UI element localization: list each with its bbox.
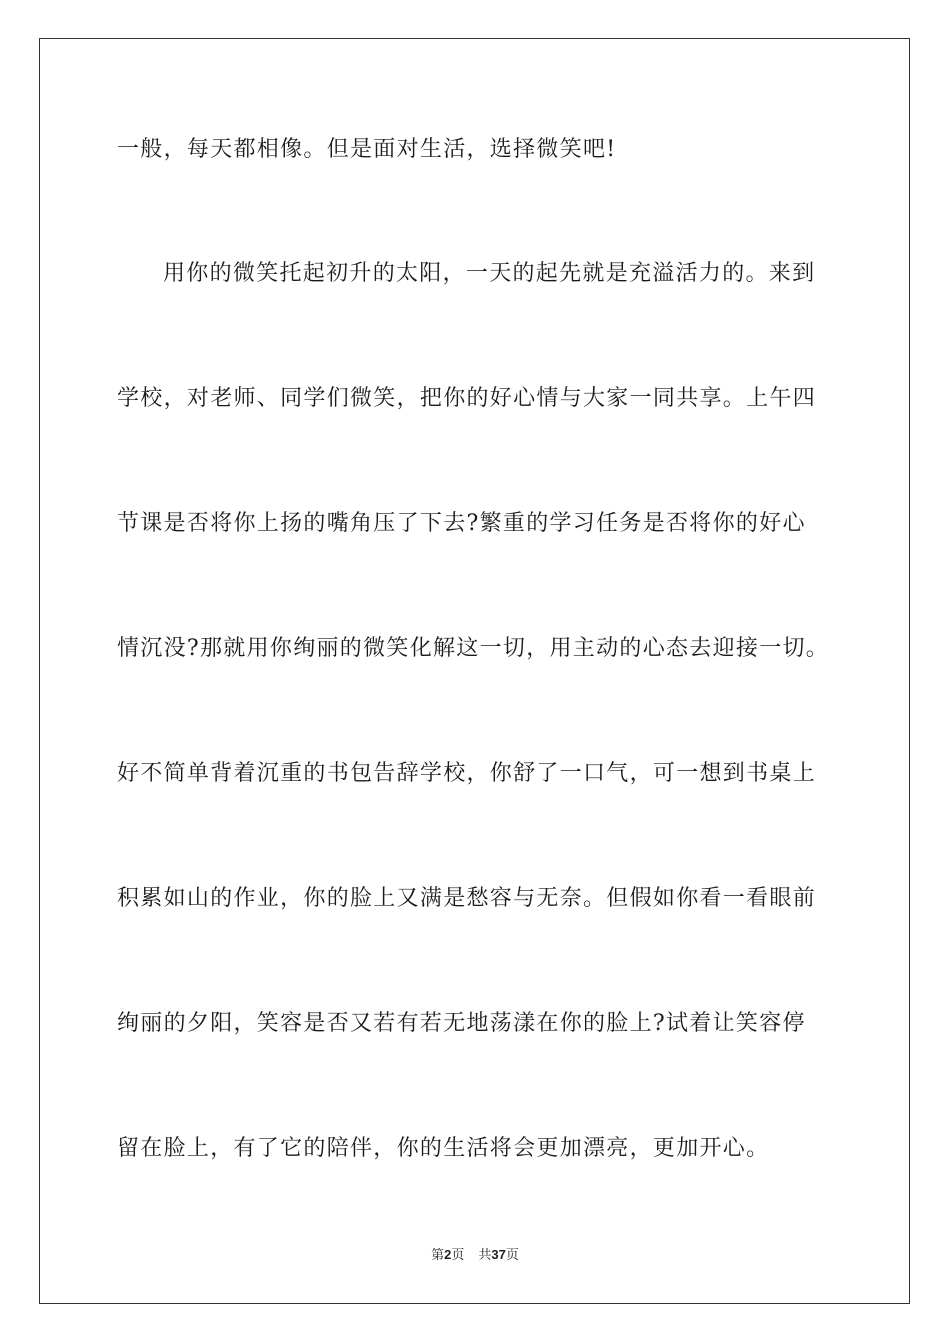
body-text-line-9: 留在脸上，有了它的陪伴，你的生活将会更加漂亮，更加开心。 <box>117 1136 770 1161</box>
body-text-line-4: 节课是否将你上扬的嘴角压了下去?繁重的学习任务是否将你的好心 <box>117 511 806 536</box>
body-text-line-2: 用你的微笑托起初升的太阳，一天的起先就是充溢活力的。来到 <box>163 261 816 286</box>
body-text-line-6: 好不简单背着沉重的书包告辞学校，你舒了一口气，可一想到书桌上 <box>117 761 817 786</box>
body-text-line-3: 学校，对老师、同学们微笑，把你的好心情与大家一同共享。上午四 <box>117 386 817 411</box>
page-suffix: 页 <box>451 1248 465 1263</box>
body-text-line-1: 一般，每天都相像。但是面对生活，选择微笑吧! <box>117 137 617 162</box>
body-text-line-7: 积累如山的作业，你的脸上又满是愁容与无奈。但假如你看一看眼前 <box>117 886 817 911</box>
body-text-line-8: 绚丽的夕阳，笑容是否又若有若无地荡漾在你的脸上?试着让笑容停 <box>117 1011 806 1036</box>
body-text-line-5: 情沉没?那就用你绚丽的微笑化解这一切，用主动的心态去迎接一切。 <box>117 636 830 661</box>
page-border <box>39 38 910 1304</box>
page-prefix: 第 <box>431 1248 445 1263</box>
total-pages: 37 <box>491 1247 506 1262</box>
page-number: 2 <box>444 1247 452 1262</box>
page-footer <box>0 1247 950 1264</box>
total-prefix: 共 <box>478 1248 492 1263</box>
total-suffix: 页 <box>505 1248 519 1263</box>
